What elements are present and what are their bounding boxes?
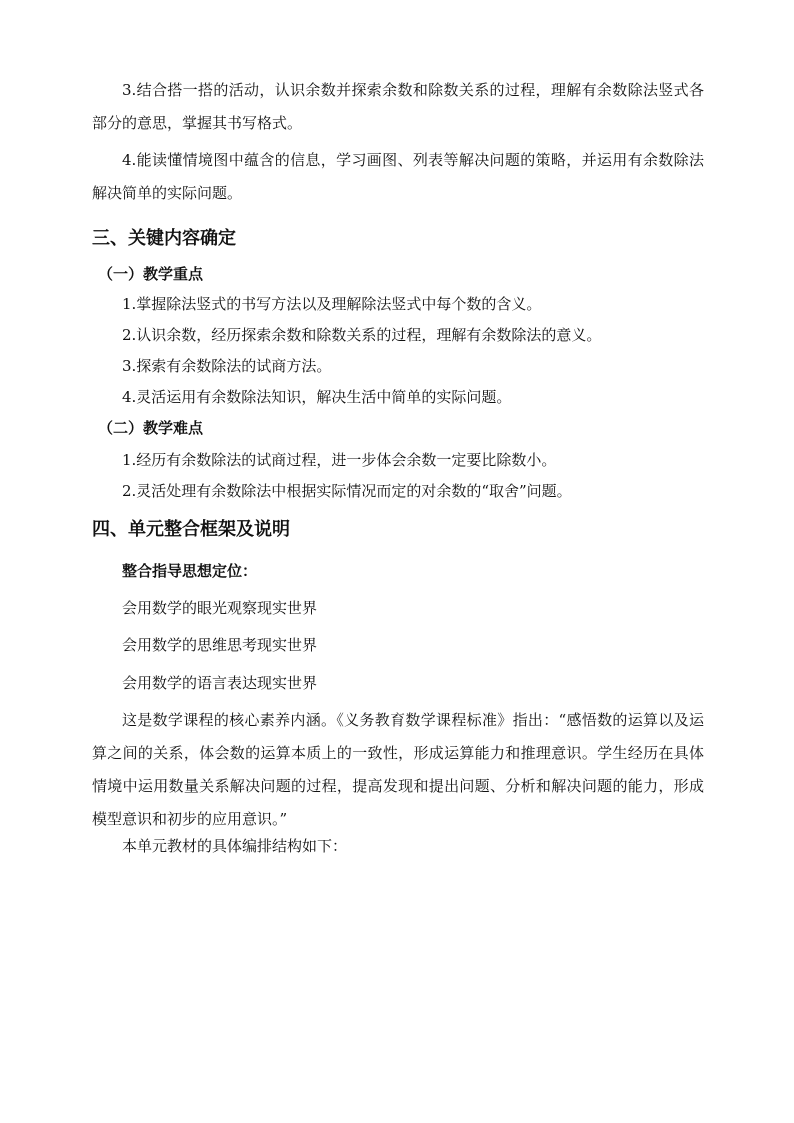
structure-intro: 本单元教材的具体编排结构如下： — [122, 837, 348, 855]
curriculum-paragraph: 这是数学课程的核心素养内涵。《义务教育数学课程标准》指出：“感悟数的运算以及运算之间的关系，体会数的运算本质上的一致性，形成运算能力和推理意识。学生经历在具体情境中运用数量关系解决问题的过程，提高发现和提出问题、分析和解决问题的能力，形成模型意识和初步的应用意识。” — [92, 711, 704, 828]
difficulty-item: 1.经历有余数除法的试商过程，进一步体会余数一定要比除数小。 — [122, 451, 557, 469]
objective-item-3: 3.结合搭一搭的活动，认识余数并探索余数和除数关系的过程，理解有余数除法竖式各部分的意思，掌握其书写格式。 — [92, 81, 704, 132]
key-point-item: 1.掌握除法竖式的书写方法以及理解除法竖式中每个数的含义。 — [122, 295, 542, 313]
section-heading-key-content: 三、关键内容确定 — [92, 228, 236, 249]
subheading-key-points: （一）教学重点 — [98, 265, 204, 283]
guide-label: 整合指导思想定位： — [122, 562, 258, 580]
subheading-difficulties: （二）教学难点 — [98, 419, 204, 437]
section-heading-framework: 四、单元整合框架及说明 — [92, 519, 290, 540]
key-point-item: 4.灵活运用有余数除法知识，解决生活中简单的实际问题。 — [122, 388, 512, 406]
guide-line: 会用数学的语言表达现实世界 — [122, 674, 318, 692]
key-point-item: 2.认识余数，经历探索余数和除数关系的过程，理解有余数除法的意义。 — [122, 326, 602, 344]
guide-line: 会用数学的眼光观察现实世界 — [122, 599, 318, 617]
key-point-item: 3.探索有余数除法的试商方法。 — [122, 357, 332, 375]
objective-item-4: 4.能读懂情境图中蕴含的信息，学习画图、列表等解决问题的策略，并运用有余数除法解决简单的实际问题。 — [92, 151, 704, 202]
guide-line: 会用数学的思维思考现实世界 — [122, 636, 318, 654]
difficulty-item: 2.灵活处理有余数除法中根据实际情况而定的对余数的“取舍”问题。 — [122, 482, 572, 500]
